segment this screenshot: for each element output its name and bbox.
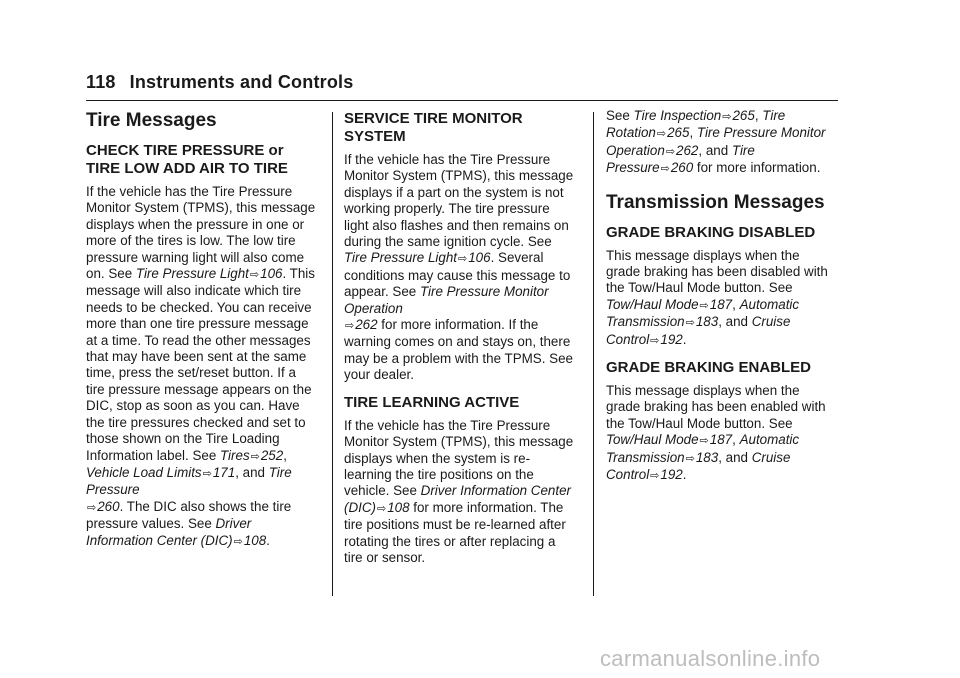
section-title: Instruments and Controls (129, 72, 354, 92)
page-header (86, 72, 353, 93)
page-reference-arrow-icon: ⇨ (250, 450, 260, 463)
page-reference-arrow-icon: ⇨ (202, 467, 212, 480)
tire-messages-title: Tire Messages (86, 110, 217, 131)
page-reference-arrow-icon: ⇨ (660, 163, 670, 176)
grade-braking-enabled-heading: GRADE BRAKING ENABLED (606, 359, 812, 377)
xref-link[interactable]: Tire Inspection (633, 108, 722, 123)
page-reference-arrow-icon: ⇨ (650, 334, 660, 347)
xref-link[interactable]: Tire Pressure Light (135, 266, 249, 282)
tire-references-paragraph: See Tire Inspection⇨265, Tire Rotation⇨265, Tire Pressure Monitor Operation⇨262, and Tire Pressure⇨260 for more information. (606, 108, 826, 176)
page-ref[interactable]: 192 (660, 331, 683, 347)
page-ref[interactable]: 171 (212, 464, 236, 480)
grade-braking-disabled-paragraph: This message displays when the grade braking has been disabled with the Tow/Haul Mode button. See Tow/Haul Mode⇨187, Automatic Transmission⇨183, and Cruise Control⇨192. (606, 247, 828, 347)
xref-link[interactable]: Driver Information Center (DIC) (344, 483, 571, 515)
page-ref[interactable]: 106 (468, 250, 491, 266)
column-1 (86, 108, 316, 558)
page-reference-arrow-icon: ⇨ (665, 145, 676, 158)
xref-link[interactable]: Tire Pressure Monitor Operation (344, 284, 549, 316)
page-number: 118 (86, 72, 116, 92)
page-ref[interactable]: 265 (667, 125, 690, 141)
column-2 (344, 108, 574, 574)
column-3 (606, 108, 836, 493)
xref-link[interactable]: Tires (220, 447, 250, 463)
page-ref[interactable]: 265 (732, 108, 755, 123)
page-ref[interactable]: 108 (243, 532, 267, 548)
tire-learning-paragraph: If the vehicle has the Tire Pressure Monitor System (TPMS), this message displays when the system is re-learning the tire positions on the vehicle. See Driver Information Center (DIC)⇨108 for more information. The tire positions must be re-learned after rotating the tires or after replacing a tire or sensor. (344, 417, 574, 565)
check-tire-pressure-paragraph: If the vehicle has the Tire Pressure Monitor System (TPMS), this message displays when the pressure in one or more of the tires is low. The low tire pressure warning light will also come on. See Tire Pressure Light⇨106. This message will also indicate which tire needs to be checked. You can receive more than one tire pressure message at a time. To read the other messages that may have been sent at the same time, press the set/reset button. If a tire pressure message appears on the DIC, stop as soon as you can. Have the tire pressures checked and set to those shown on the Tire Loading Information label. See Tires⇨252, Vehicle Load Limits⇨171, and Tire Pressure ⇨260. The DIC also shows the tire pressure values. See Driver Information Center (DIC)⇨108. (86, 184, 316, 548)
page-ref[interactable]: 260 (97, 498, 120, 514)
column-divider-1 (332, 112, 333, 596)
service-tire-monitor-paragraph: If the vehicle has the Tire Pressure Monitor System (TPMS), this message displays if a part on the system is not working properly. The tire pressure light also flashes and then remains on during the same ignition cycle. See Tire Pressure Light⇨106. Several conditions may cause this message to appear. See Tire Pressure Monitor Operation ⇨262 for more information. If the warning comes on and stays on, there may be a problem with the TPMS. See your dealer. (344, 152, 574, 383)
page-ref[interactable]: 183 (695, 314, 719, 330)
page-reference-arrow-icon: ⇨ (345, 320, 355, 333)
page-reference-arrow-icon: ⇨ (685, 317, 695, 330)
xref-link[interactable]: Vehicle Load Limits (86, 464, 202, 480)
column-divider-2 (593, 112, 594, 596)
service-tire-monitor-heading: SERVICE TIRE MONITOR SYSTEM (344, 110, 523, 145)
xref-link[interactable]: Tire Pressure Light (344, 250, 458, 266)
tire-learning-heading: TIRE LEARNING ACTIVE (344, 393, 520, 411)
page-reference-arrow-icon: ⇨ (249, 269, 260, 282)
header-rule (86, 100, 838, 101)
page-ref[interactable]: 262 (355, 317, 378, 333)
xref-link[interactable]: Driver Information Center (DIC) (86, 516, 252, 548)
xref-link[interactable]: Cruise Control (606, 314, 791, 347)
transmission-messages-title: Transmission Messages (606, 191, 825, 213)
check-tire-pressure-heading: CHECK TIRE PRESSURE or TIRE LOW ADD AIR TO TIRE (86, 142, 288, 177)
xref-link[interactable]: Cruise Control (606, 449, 791, 483)
watermark-text: carmanualsonline.info (600, 646, 821, 671)
xref-link[interactable]: Tow/Haul Mode (606, 432, 699, 448)
page-reference-arrow-icon: ⇨ (233, 535, 243, 548)
page-reference-arrow-icon: ⇨ (685, 452, 695, 465)
xref-link[interactable]: Automatic Transmission (606, 432, 800, 465)
page-ref[interactable]: 192 (660, 467, 683, 483)
grade-braking-disabled-heading: GRADE BRAKING DISABLED (606, 223, 816, 241)
page-reference-arrow-icon: ⇨ (699, 435, 709, 448)
page-ref[interactable]: 106 (260, 266, 283, 282)
page-ref[interactable]: 187 (709, 296, 733, 312)
page-ref[interactable]: 187 (709, 432, 733, 448)
xref-link[interactable]: Automatic Transmission (606, 296, 800, 330)
page-ref[interactable]: 260 (670, 160, 694, 176)
page-reference-arrow-icon: ⇨ (699, 299, 709, 312)
page-reference-arrow-icon: ⇨ (656, 128, 667, 141)
page-ref[interactable]: 262 (676, 142, 699, 158)
page-reference-arrow-icon: ⇨ (376, 502, 387, 515)
xref-link[interactable]: Tire Pressure (86, 464, 292, 498)
xref-link[interactable]: Tire Pressure (606, 142, 755, 176)
xref-link[interactable]: Tow/Haul Mode (606, 296, 699, 312)
page-ref[interactable]: 252 (260, 447, 284, 463)
page-ref[interactable]: 108 (387, 499, 410, 515)
grade-braking-enabled-paragraph: This message displays when the grade braking has been enabled with the Tow/Haul Mode button. See Tow/Haul Mode⇨187, Automatic Transmission⇨183, and Cruise Control⇨192. (606, 383, 826, 483)
page-reference-arrow-icon: ⇨ (722, 111, 732, 123)
page-ref[interactable]: 183 (695, 449, 719, 465)
xref-link[interactable]: Tire Pressure Monitor Operation (606, 125, 826, 158)
page-reference-arrow-icon: ⇨ (458, 253, 468, 266)
page-reference-arrow-icon: ⇨ (650, 470, 660, 483)
xref-link[interactable]: Tire Rotation (606, 108, 786, 141)
page-reference-arrow-icon: ⇨ (87, 501, 97, 514)
